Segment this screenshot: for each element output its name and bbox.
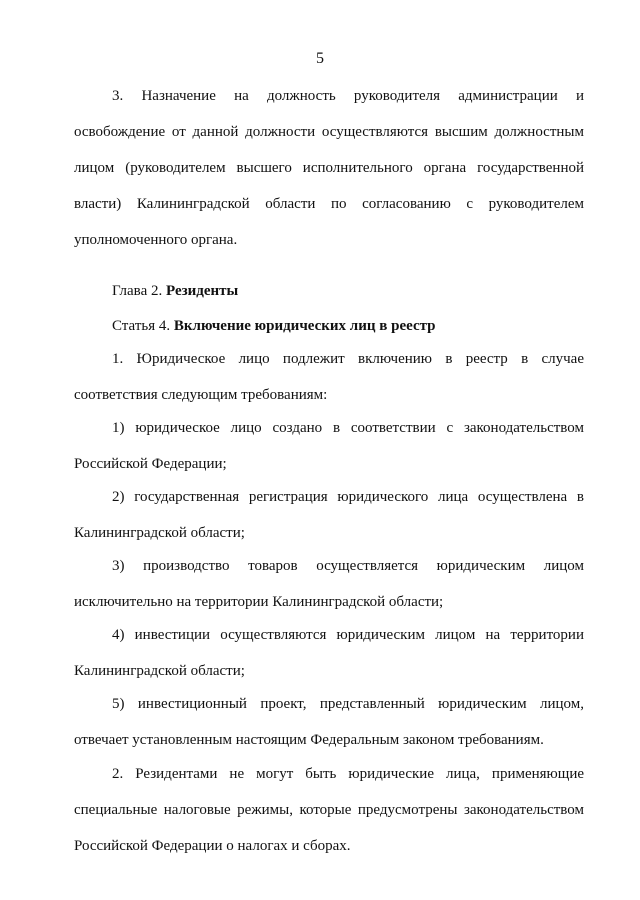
paragraph-line: 1. Юридическое лицо подлежит включению в реестр в случае [112,351,584,367]
paragraph-line: уполномоченного органа. [74,232,238,248]
chapter-title: Резиденты [165,283,239,299]
list-item-line: Калининградской области; [74,663,245,679]
paragraph-line: власти) Калининградской области по согласованию с руководителем [74,196,584,212]
paragraph-line: соответствия следующим требованиям: [74,387,328,403]
chapter-prefix: Глава 2. [112,283,163,299]
chapter-heading [74,273,584,309]
list-item-line: Российской Федерации; [74,456,227,472]
paragraph-line: специальные налоговые режимы, которые предусмотрены законодательством [74,802,584,818]
list-item-line: отвечает установленным настоящим Федеральным законом требованиям. [74,732,544,748]
paragraph-line: 3. Назначение на должность руководителя администрации и [112,88,584,104]
list-item-line: 2) государственная регистрация юридического лица осуществлена в [112,489,584,505]
paragraph-3 [74,78,584,258]
list-item-4 [74,617,584,689]
list-item-1 [74,410,584,482]
article-paragraph-1 [74,341,584,413]
list-item-5 [74,686,584,758]
paragraph-line: 2. Резидентами не могут быть юридические лица, применяющие [112,766,584,782]
list-item-line: 5) инвестиционный проект, представленный юридическим лицом, [112,696,584,712]
paragraph-line: Российской Федерации о налогах и сборах. [74,838,351,854]
list-item-3 [74,548,584,620]
paragraph-line: освобождение от данной должности осуществляются высшим должностным [74,124,584,140]
article-paragraph-2 [74,756,584,864]
list-item-line: 4) инвестиции осуществляются юридическим лицом на территории [112,627,584,643]
list-item-2 [74,479,584,551]
list-item-line: исключительно на территории Калининградской области; [74,594,444,610]
paragraph-line: лицом (руководителем высшего исполнительного органа государственной [74,160,584,176]
article-heading [74,308,584,344]
list-item-line: Калининградской области; [74,525,245,541]
article-title: Включение юридических лиц в реестр [173,318,436,334]
list-item-line: 1) юридическое лицо создано в соответствии с законодательством [112,420,584,436]
list-item-line: 3) производство товаров осуществляется юридическим лицом [112,558,584,574]
article-prefix: Статья 4. [112,318,171,334]
page-number: 5 [316,50,324,67]
